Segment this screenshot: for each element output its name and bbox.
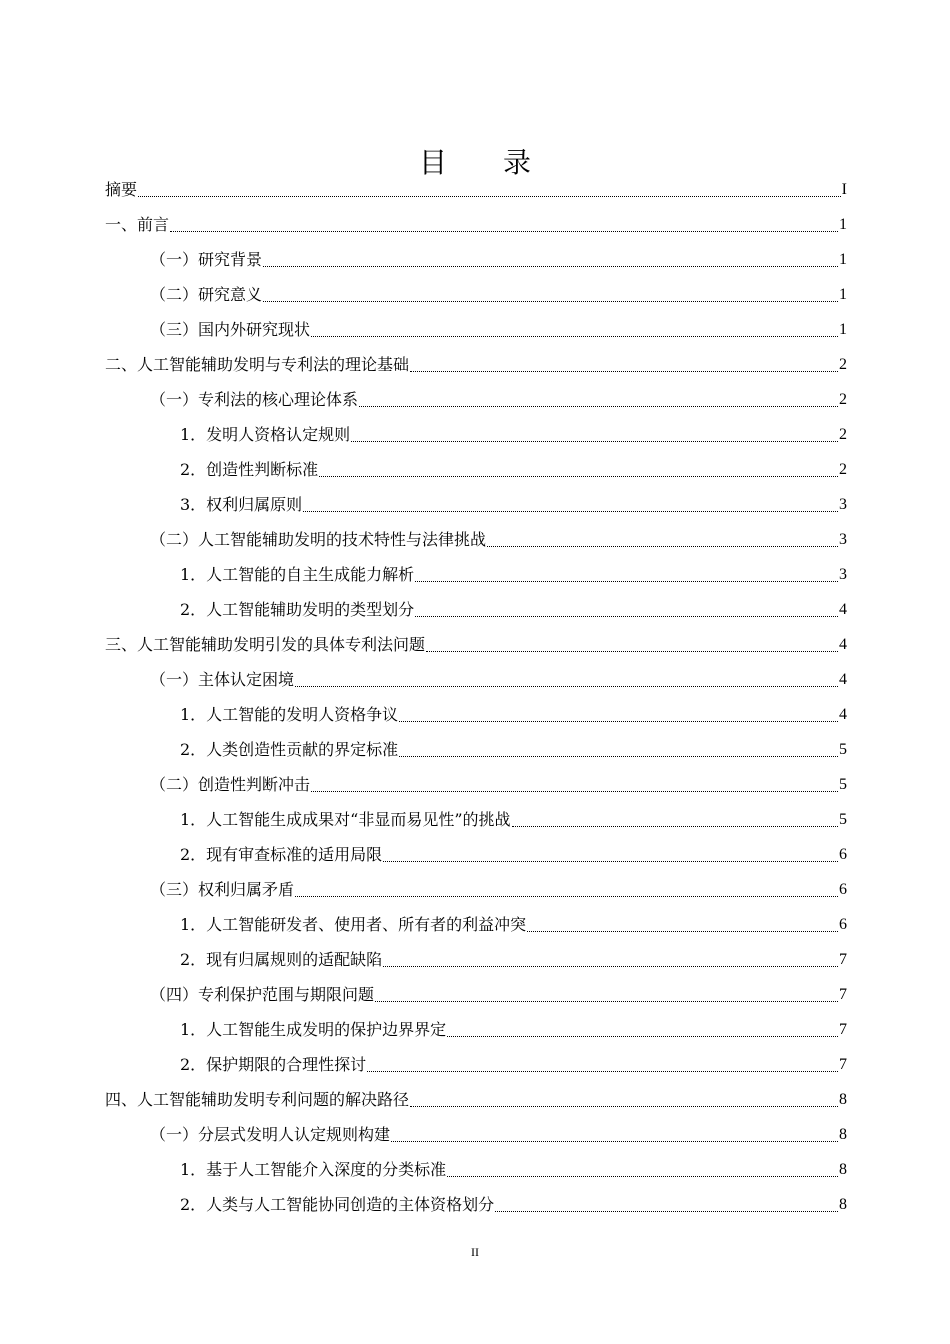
toc-entry-page: 4: [839, 636, 847, 653]
toc-entry[interactable]: [105, 1186, 847, 1221]
toc-entry[interactable]: [105, 941, 847, 976]
toc-entry[interactable]: [105, 1151, 847, 1186]
toc-entry-page: 5: [839, 741, 847, 758]
toc-entry-page: 1: [839, 216, 847, 233]
toc-dot-leader: [303, 511, 838, 512]
toc-entry[interactable]: [105, 731, 847, 766]
toc-entry[interactable]: [105, 661, 847, 696]
toc-entry-page: 2: [839, 426, 847, 443]
toc-entry-label: （四）专利保护范围与期限问题: [150, 985, 375, 1004]
toc-entry[interactable]: [105, 276, 847, 311]
toc-entry[interactable]: [105, 556, 847, 591]
toc-entry-label: 2．人类创造性贡献的界定标准: [180, 740, 399, 759]
toc-dot-leader: [426, 651, 838, 652]
toc-entry[interactable]: [105, 521, 847, 556]
toc-dot-leader: [375, 1001, 838, 1002]
table-of-contents: [105, 171, 847, 1221]
toc-entry[interactable]: [105, 486, 847, 521]
toc-entry-label: 1．基于人工智能介入深度的分类标准: [180, 1160, 447, 1179]
toc-entry[interactable]: [105, 346, 847, 381]
toc-entry-page: 8: [839, 1161, 847, 1178]
toc-entry-page: 7: [839, 986, 847, 1003]
toc-dot-leader: [447, 1036, 838, 1037]
toc-entry-page: 4: [839, 601, 847, 618]
toc-dot-leader: [415, 581, 838, 582]
toc-dot-leader: [527, 931, 838, 932]
toc-entry-label: 2．现有归属规则的适配缺陷: [180, 950, 383, 969]
toc-entry-page: 1: [839, 251, 847, 268]
toc-entry-page: 6: [839, 916, 847, 933]
toc-dot-leader: [311, 336, 838, 337]
toc-entry[interactable]: [105, 976, 847, 1011]
toc-dot-leader: [383, 861, 838, 862]
toc-entry[interactable]: [105, 626, 847, 661]
toc-entry-label: （一）专利法的核心理论体系: [150, 390, 359, 409]
toc-entry-label: 2．保护期限的合理性探讨: [180, 1055, 367, 1074]
toc-entry-page: 6: [839, 846, 847, 863]
toc-dot-leader: [319, 476, 838, 477]
toc-entry[interactable]: [105, 1011, 847, 1046]
toc-entry-page: 1: [839, 286, 847, 303]
toc-entry-page: 5: [839, 776, 847, 793]
toc-entry[interactable]: [105, 206, 847, 241]
toc-entry-page: 8: [839, 1091, 847, 1108]
toc-entry-page: 6: [839, 881, 847, 898]
toc-entry-label: 二、人工智能辅助发明与专利法的理论基础: [105, 355, 410, 374]
toc-entry-label: （三）国内外研究现状: [150, 320, 311, 339]
toc-dot-leader: [495, 1211, 838, 1212]
toc-entry-page: 2: [839, 391, 847, 408]
toc-entry-page: 7: [839, 951, 847, 968]
toc-entry-label: 四、人工智能辅助发明专利问题的解决路径: [105, 1090, 410, 1109]
toc-dot-leader: [383, 966, 838, 967]
toc-entry[interactable]: [105, 311, 847, 346]
toc-entry-label: 2．人工智能辅助发明的类型划分: [180, 600, 415, 619]
toc-dot-leader: [263, 266, 838, 267]
toc-entry-page: 4: [839, 706, 847, 723]
toc-entry-label: （一）主体认定困境: [150, 670, 295, 689]
toc-dot-leader: [410, 1106, 838, 1107]
toc-dot-leader: [367, 1071, 838, 1072]
toc-entry-label: 1．发明人资格认定规则: [180, 425, 351, 444]
toc-entry-label: （二）人工智能辅助发明的技术特性与法律挑战: [150, 530, 487, 549]
toc-dot-leader: [295, 896, 838, 897]
toc-entry-page: 3: [839, 531, 847, 548]
toc-entry-label: 1．人工智能研发者、使用者、所有者的利益冲突: [180, 915, 527, 934]
toc-entry[interactable]: [105, 1116, 847, 1151]
toc-entry[interactable]: [105, 1046, 847, 1081]
toc-entry-page: 3: [839, 496, 847, 513]
toc-entry-label: 1．人工智能生成发明的保护边界界定: [180, 1020, 447, 1039]
toc-entry-page: 4: [839, 671, 847, 688]
toc-entry-label: （二）研究意义: [150, 285, 263, 304]
toc-entry[interactable]: [105, 451, 847, 486]
toc-dot-leader: [359, 406, 838, 407]
toc-entry-label: （二）创造性判断冲击: [150, 775, 311, 794]
toc-entry-page: 2: [839, 356, 847, 373]
toc-entry-label: 摘要: [105, 180, 138, 199]
toc-dot-leader: [391, 1141, 838, 1142]
toc-entry-label: （一）研究背景: [150, 250, 263, 269]
toc-entry-label: 1．人工智能的自主生成能力解析: [180, 565, 415, 584]
toc-entry[interactable]: [105, 241, 847, 276]
toc-entry[interactable]: [105, 416, 847, 451]
toc-entry-label: 2．创造性判断标准: [180, 460, 319, 479]
toc-entry-label: 一、前言: [105, 215, 170, 234]
toc-entry-page: 3: [839, 566, 847, 583]
toc-entry-page: I: [841, 181, 847, 198]
toc-dot-leader: [512, 826, 838, 827]
toc-entry-page: 1: [839, 321, 847, 338]
toc-entry-label: 3．权利归属原则: [180, 495, 303, 514]
toc-entry[interactable]: [105, 381, 847, 416]
toc-entry[interactable]: [105, 766, 847, 801]
toc-dot-leader: [415, 616, 838, 617]
toc-entry[interactable]: [105, 906, 847, 941]
toc-dot-leader: [311, 791, 838, 792]
toc-entry[interactable]: [105, 696, 847, 731]
toc-dot-leader: [170, 231, 838, 232]
toc-dot-leader: [410, 371, 838, 372]
toc-entry-page: 5: [839, 811, 847, 828]
toc-entry[interactable]: [105, 1081, 847, 1116]
toc-entry-label: 1．人工智能的发明人资格争议: [180, 705, 399, 724]
toc-entry-page: 2: [839, 461, 847, 478]
toc-dot-leader: [295, 686, 838, 687]
toc-dot-leader: [399, 721, 838, 722]
toc-dot-leader: [263, 301, 838, 302]
page-number: II: [471, 1245, 479, 1259]
toc-entry-page: 7: [839, 1056, 847, 1073]
toc-entry-label: 2．现有审查标准的适用局限: [180, 845, 383, 864]
toc-entry-page: 7: [839, 1021, 847, 1038]
toc-dot-leader: [447, 1176, 838, 1177]
toc-entry[interactable]: [105, 836, 847, 871]
toc-dot-leader: [138, 196, 841, 197]
toc-entry[interactable]: [105, 801, 847, 836]
toc-dot-leader: [399, 756, 838, 757]
toc-entry-label: （一）分层式发明人认定规则构建: [150, 1125, 391, 1144]
toc-entry-label: （三）权利归属矛盾: [150, 880, 295, 899]
page-title: 目 录: [418, 145, 531, 179]
toc-entry[interactable]: [105, 591, 847, 626]
toc-entry-page: 8: [839, 1126, 847, 1143]
toc-entry-page: 8: [839, 1196, 847, 1213]
toc-entry-label: 1．人工智能生成成果对“非显而易见性”的挑战: [180, 810, 511, 829]
toc-entry[interactable]: [105, 871, 847, 906]
toc-dot-leader: [351, 441, 838, 442]
toc-entry[interactable]: [105, 171, 847, 206]
toc-entry-label: 2．人类与人工智能协同创造的主体资格划分: [180, 1195, 495, 1214]
toc-entry-label: 三、人工智能辅助发明引发的具体专利法问题: [105, 635, 426, 654]
toc-dot-leader: [487, 546, 838, 547]
